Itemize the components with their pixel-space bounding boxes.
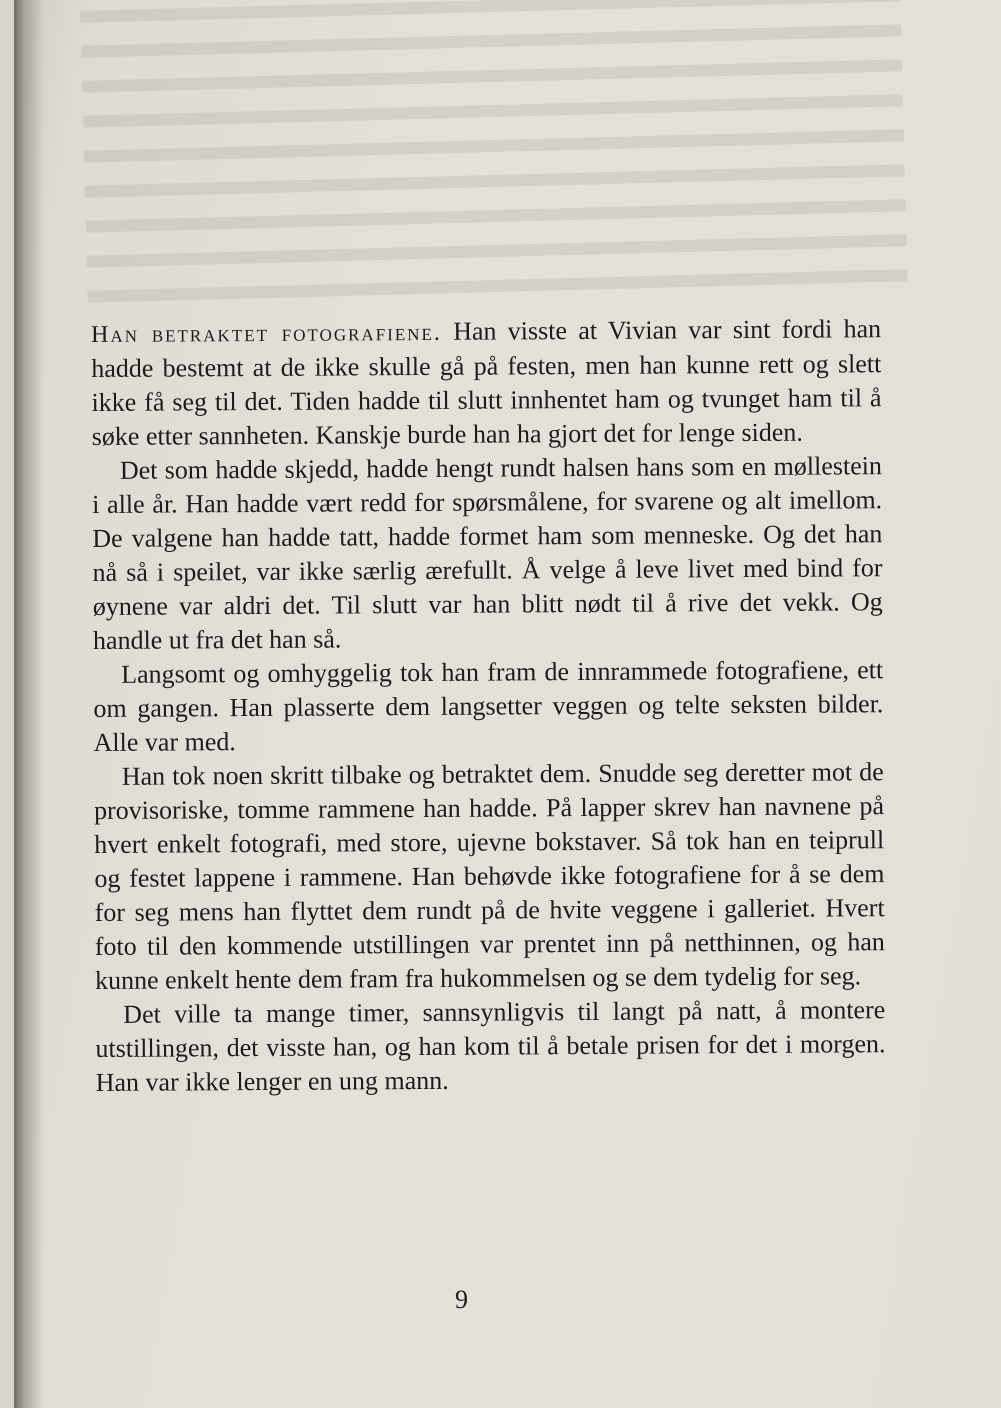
paragraph-4: Han tok noen skritt tilbake og betraktet dem. Snudde seg deretter mot de provisoriske, tomme rammene han hadde. På lapper skrev han navnene på hvert enkelt fotografi, med store, ujevne bokstaver. Så tok han en teiprull og festet lappene i rammene. Han behøvde ikke fotografiene for å se dem for seg mens han flyttet dem rundt på de hvite veggene i galleriet. Hvert foto til den kommende utstillingen var prentet inn på netthinnen, og han kunne enkelt hente dem fram fra hukommelsen og se dem tydelig for seg. [93, 757, 885, 995]
body-text [91, 312, 886, 1100]
paragraph-1-text: Han visste at Vivian var sint fordi han hadde bestemt at de ikke skulle gå på festen, men han kunne rett og slett ikke få seg til det. Tiden hadde til slutt innhentet ham og tvunget ham til å søke etter sannheten. Kanskje burde han ha gjort det for lenge siden. [91, 314, 882, 451]
opening-small-caps: Han betraktet fotografiene. [91, 319, 442, 348]
book-page [14, 0, 1001, 1408]
paragraph-2: Det som hadde skjedd, hadde hengt rundt halsen hans som en møllestein i alle år. Han hadde vært redd for spørsmålene, for svarene og alt imellom. De valgene han hadde tatt, hadde formet ham som menneske. Og det han nå så i speilet, var ikke særlig ærefullt. Å velge å leve livet med bind for øynene var aldri det. Til slutt var han blitt nødt til å rive det vekk. Og handle ut fra det han så. [92, 451, 883, 655]
paragraph-1 [91, 312, 882, 454]
page-number: 9 [455, 1285, 468, 1314]
show-through-text [80, 0, 908, 311]
paragraph-5: Det ville ta mange timer, sannsynligvis til langt på natt, å montere utstillingen, det visste han, og han kom til å betale prisen for det i morgen. Han var ikke lenger en ung mann. [95, 995, 886, 1097]
paragraph-3: Langsomt og omhyggelig tok han fram de innrammede fotografiene, ett om gangen. Han plasserte dem langsetter veggen og telte seksten bilder. Alle var med. [93, 655, 884, 757]
spine-shadow [14, 0, 44, 1408]
